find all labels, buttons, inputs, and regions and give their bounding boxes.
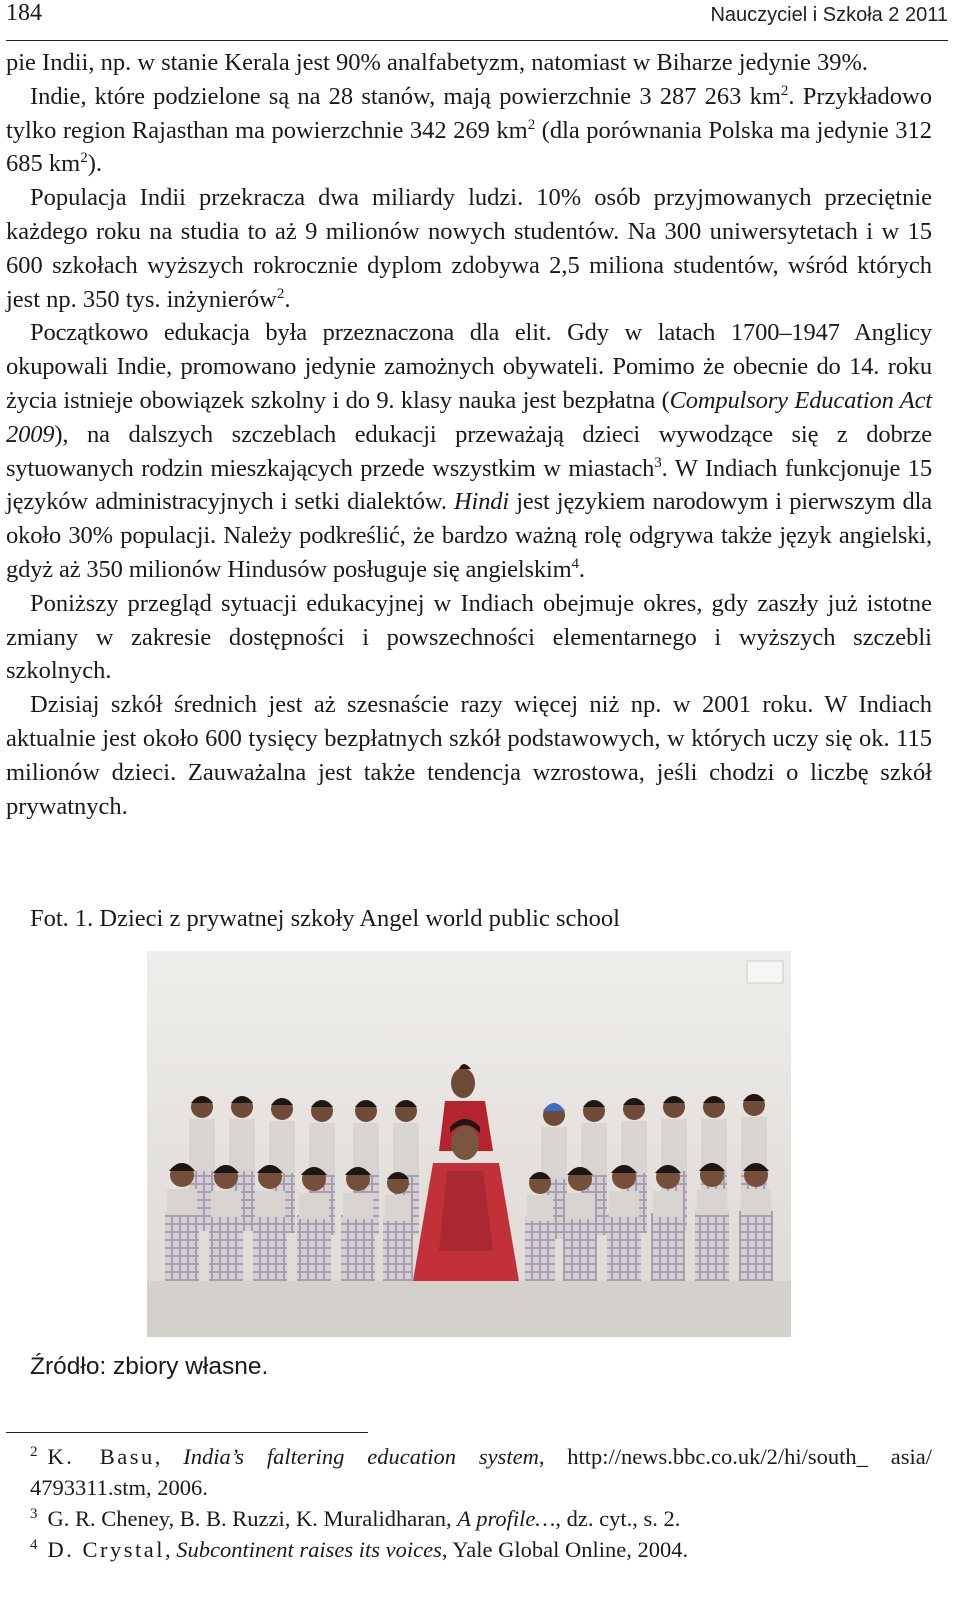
footnote-mark: 2 (30, 1443, 38, 1460)
paragraph-today: Dzisiaj szkół średnich jest aż szesnaście razy więcej niż np. w 2001 roku. W Indiach aktualnie jest około 600 tysięcy bezpłatnych szkół podstawowych, w których uczy się ok. 115 milionów dzieci. Zauważalna jest także tendencja wzrostowa, jeśli chodzi o liczbę szkół prywatnych. (6, 691, 932, 820)
footnote-title: A profile… (457, 1506, 556, 1531)
paragraph-continuation: pie Indii, np. w stanie Kerala jest 90% analfabetyzm, natomiast w Biharze jedynie 39%. (6, 49, 868, 76)
footnote-ref: 4 (571, 555, 579, 572)
class-photo-illustration (147, 951, 791, 1337)
footnotes (6, 1441, 932, 1565)
paragraph-history: Początkowo edukacja była przeznaczona dla elit. Gdy w latach 1700–1947 Anglicy okupowali Indie, promowano jedynie zamożnych obywateli. Pomimo że obecnie do 14. roku życia istnieje obowiązek szkolny i do 9. klasy nauka jest bezpłatna (Compulsory Education Act 2009), na dalszych szczeblach edukacji przeważają dzieci wywodzące się z dobrze sytuowanych rodzin mieszkających przede wszystkim w miastach$^3$. W Indiach funkcjonuje 15 języków administracyjnych i setki dialektów. Hindi jest językiem narodowym i pierwszym dla około 30% populacji. Należy podkreślić, że bardzo ważną rolę odgrywa także język angielski, gdyż aż 350 milionów Hindusów posługuje się angielskim$^4$. (6, 319, 933, 583)
footnote-mark: 3 (30, 1505, 38, 1522)
hindi-term: Hindi (454, 488, 510, 516)
footnote: $^3$ G. R. Cheney, B. B. Ruzzi, K. Muralidharan, A profile…, dz. cyt., s. 2. (30, 1505, 681, 1531)
paragraph-population: Populacja Indii przekracza dwa miliardy ludzi. 10% osób przyjmowanych przeciętnie każdego roku na studia to aż 9 milionów nowych studentów. Na 300 uniwersytetach i w 15 600 szkołach wyższych rokrocznie dyplom zdobywa 2,5 miliona studentów, wśród których jest np. 350 tys. inżynierów$^2$. (6, 184, 932, 313)
journal-name: Nauczyciel i Szkoła 2 2011 (710, 4, 948, 26)
footnote-author: D. Crystal (47, 1537, 165, 1562)
footnote-title: India’s faltering education system (183, 1444, 539, 1469)
page-number: 184 (6, 0, 42, 26)
footnote: $^4$ D. Crystal, Subcontinent raises its voices, Yale Global Online, 2004. (30, 1536, 689, 1562)
superscript: 2 (780, 82, 789, 99)
class-photo (147, 951, 791, 1337)
body-text (6, 46, 932, 823)
footnote: $^2$ K. Basu, India’s faltering education system, http://news.bbc.co.uk/2/hi/south_ asia/ 4793311.stm, 2006. (30, 1443, 932, 1500)
footnote-title: Subcontinent raises its voices (176, 1537, 442, 1562)
footnote-mark: 4 (30, 1536, 38, 1553)
footnote-ref: 2 (276, 285, 285, 302)
act-title: Compulsory Education Act 2009 (6, 386, 932, 448)
paragraph-overview: Poniższy przegląd sytuacji edukacyjnej w Indiach obejmuje okres, gdy zaszły już istotne zmiany w zakresie dostępności i powszechności elementarnego i wyższych szczebli szkolnych. (6, 589, 932, 685)
figure-caption: Fot. 1. Dzieci z prywatnej szkoły Angel world public school (30, 905, 620, 932)
footnote-ref: 3 (654, 454, 662, 471)
superscript: 2 (80, 150, 88, 167)
figure-source: Źródło: zbiory własne. (30, 1353, 269, 1380)
running-head (6, 0, 948, 41)
paragraph-area: Indie, które podzielone są na 28 stanów, mają powierzchnie 3 287 263 $km^2$. Przykładowo tylko region Rajasthan ma powierzchnie 342 269 $km^2$ (dla porównania Polska ma jedynie 312 685 $km^2$). (6, 82, 932, 178)
footnote-separator (6, 1432, 368, 1433)
superscript: 2 (527, 116, 536, 133)
footnote-author: K. Basu (47, 1444, 155, 1469)
